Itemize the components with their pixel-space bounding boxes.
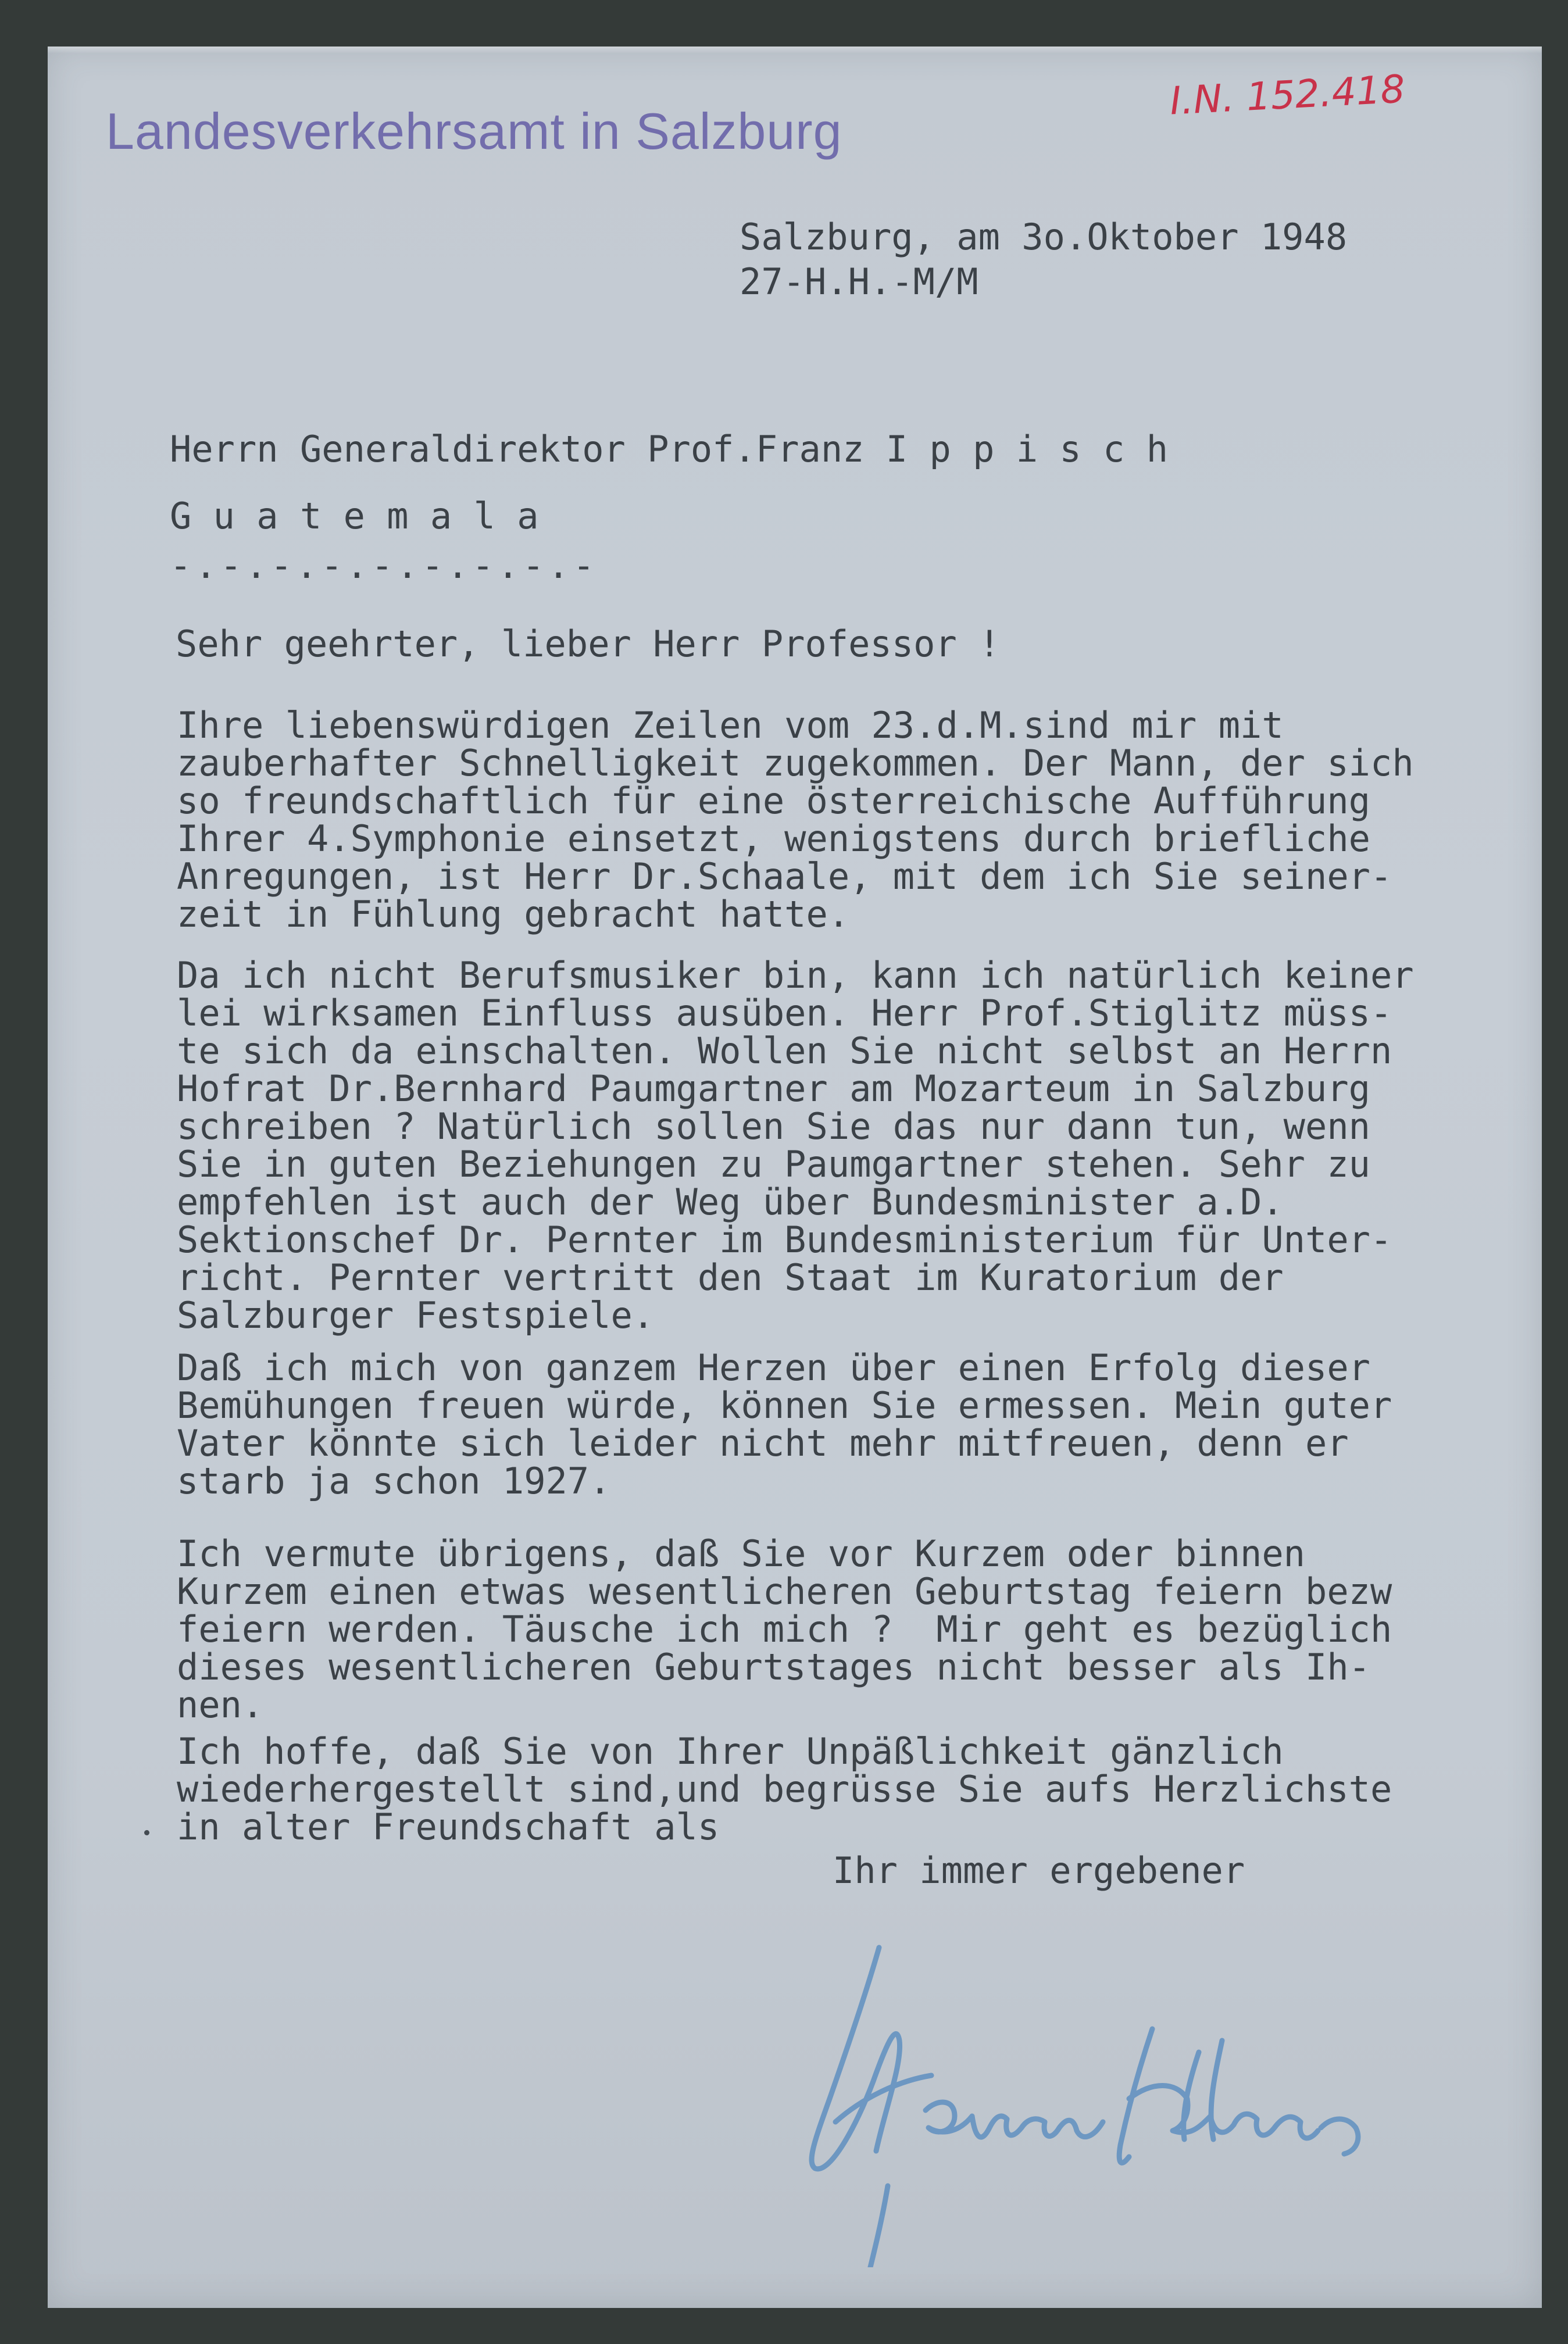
salutation: Sehr geehrter, lieber Herr Professor !: [176, 623, 1001, 665]
text-line: Sektionschef Dr. Pernter im Bundesministerium für Unter-: [177, 1219, 1392, 1261]
paragraph-2: [177, 954, 1414, 1337]
text-line: Bemühungen freuen würde, können Sie ermessen. Mein guter: [177, 1384, 1392, 1427]
text-line: empfehlen ist auch der Weg über Bundesminister a.D.: [177, 1181, 1284, 1223]
text-line: Daß ich mich von ganzem Herzen über einen Erfolg dieser: [177, 1346, 1370, 1389]
ink-dot: [144, 1830, 149, 1835]
text-line: zeit in Fühlung gebracht hatte.: [177, 893, 850, 935]
text-line: Ihre liebenswürdigen Zeilen vom 23.d.M.sind mir mit: [177, 704, 1284, 746]
text-line: Salzburger Festspiele.: [177, 1294, 655, 1337]
reference-code: 27-H.H.-M/M: [740, 260, 978, 303]
text-line: dieses wesentlicheren Geburtstages nicht besser als Ih-: [177, 1646, 1370, 1688]
text-line: so freundschaftlich für eine österreichische Aufführung: [177, 780, 1370, 822]
handwritten-signature: [780, 1907, 1478, 2267]
text-line: wiederhergestellt sind,und begrüsse Sie aufs Herzlichste: [177, 1768, 1392, 1810]
text-line: starb ja schon 1927.: [177, 1460, 611, 1502]
archive-number: I.N. 152.418: [1169, 66, 1406, 124]
text-line: zauberhafter Schnelligkeit zugekommen. Der Mann, der sich: [177, 742, 1414, 784]
text-line: in alter Freundschaft als: [177, 1806, 720, 1848]
dash-rule: -.-.-.-.-.-.-.-.-: [170, 544, 598, 587]
text-line: Kurzem einen etwas wesentlicheren Geburtstag feiern bezw: [177, 1570, 1392, 1613]
closing-line: Ihr immer ergebener: [833, 1849, 1245, 1892]
text-line: Da ich nicht Berufsmusiker bin, kann ich natürlich keiner: [177, 954, 1414, 996]
text-line: richt. Pernter vertritt den Staat im Kuratorium der: [177, 1256, 1284, 1299]
addressee-country: G u a t e m a l a: [170, 495, 539, 537]
text-line: Anregungen, ist Herr Dr.Schaale, mit dem ich Sie seiner-: [177, 855, 1392, 898]
letter-sheet: [48, 47, 1542, 2308]
text-line: schreiben ? Natürlich sollen Sie das nur dann tun, wenn: [177, 1105, 1370, 1148]
date-line: Salzburg, am 3o.Oktober 1948: [740, 216, 1348, 258]
text-line: nen.: [177, 1684, 264, 1726]
text-line: Sie in guten Beziehungen zu Paumgartner stehen. Sehr zu: [177, 1143, 1370, 1185]
text-line: Vater könnte sich leider nicht mehr mitfreuen, denn er: [177, 1422, 1349, 1464]
paragraph-5: [177, 1732, 1392, 1846]
paragraph-3: [177, 1346, 1392, 1502]
text-line: Ich vermute übrigens, daß Sie vor Kurzem oder binnen: [177, 1532, 1306, 1575]
paragraph-1: [177, 706, 1414, 933]
text-line: lei wirksamen Einfluss ausüben. Herr Prof.Stiglitz müss-: [177, 992, 1392, 1034]
sender-stamp: Landesverkehrsamt in Salzburg: [106, 102, 842, 160]
text-line: Hofrat Dr.Bernhard Paumgartner am Mozarteum in Salzburg: [177, 1067, 1370, 1110]
paragraph-4: [177, 1532, 1392, 1726]
text-line: Ihrer 4.Symphonie einsetzt, wenigstens durch briefliche: [177, 817, 1370, 860]
text-line: feiern werden. Täusche ich mich ? Mir geht es bezüglich: [177, 1608, 1392, 1650]
addressee: Herrn Generaldirektor Prof.Franz I p p i s c h: [170, 428, 1169, 470]
text-line: Ich hoffe, daß Sie von Ihrer Unpäßlichkeit gänzlich: [177, 1730, 1284, 1773]
text-line: te sich da einschalten. Wollen Sie nicht selbst an Herrn: [177, 1030, 1392, 1072]
